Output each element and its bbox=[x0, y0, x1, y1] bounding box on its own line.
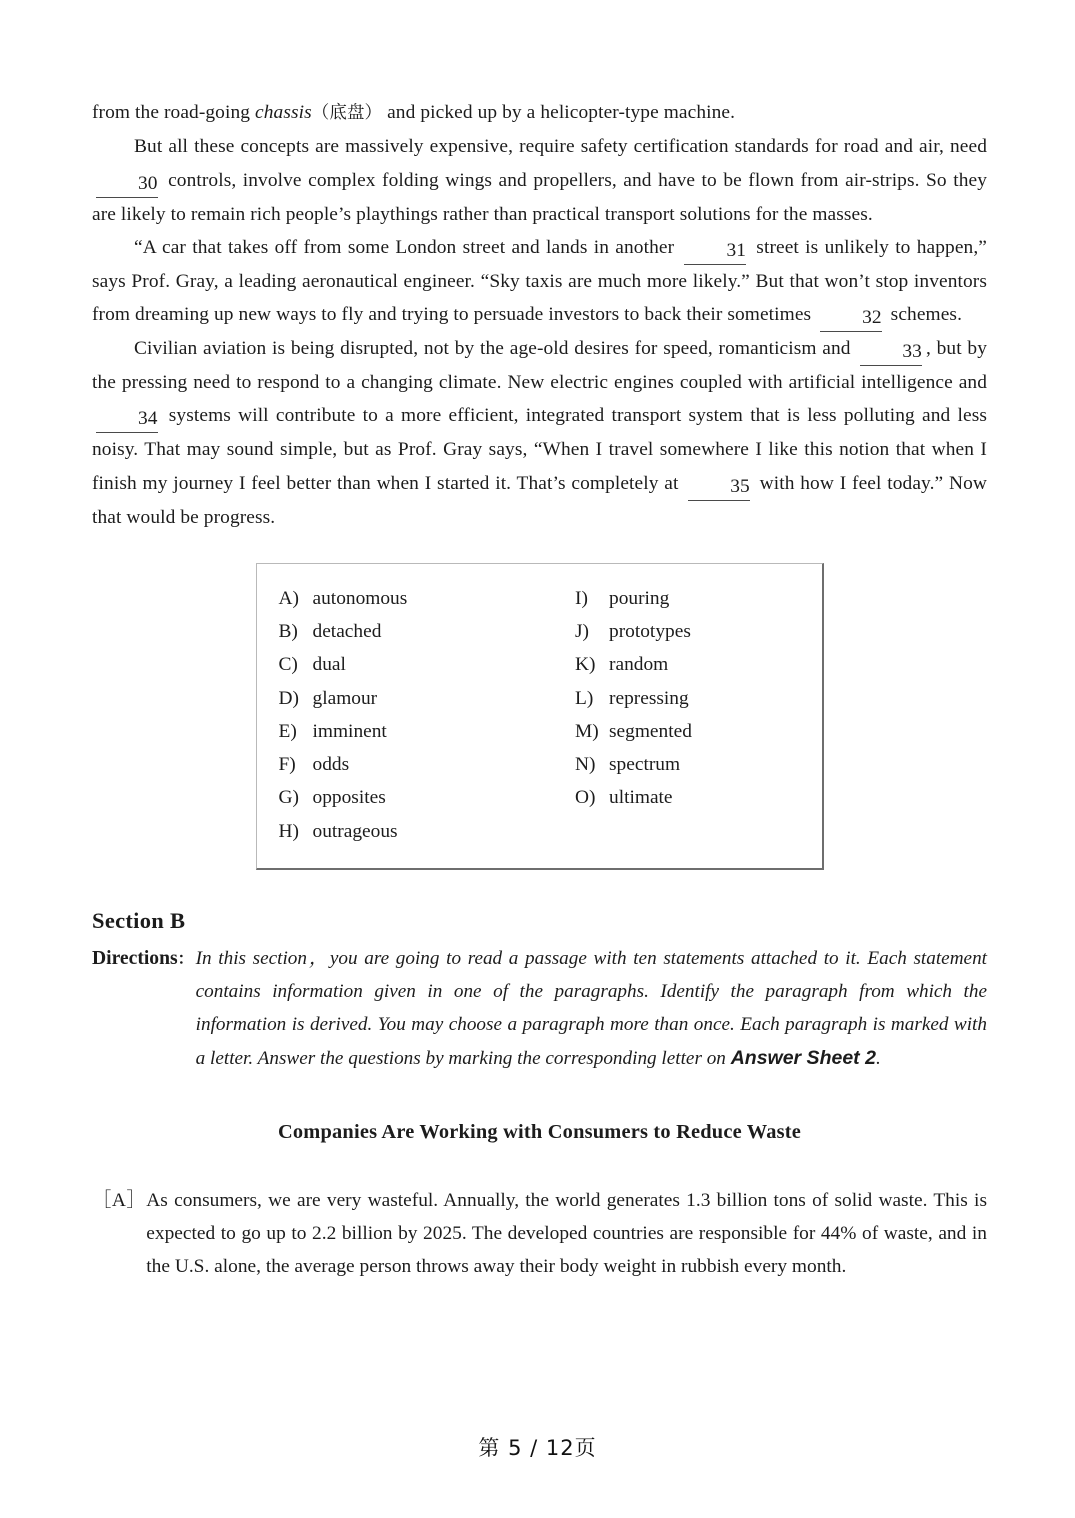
passage-paragraph-a bbox=[92, 1184, 987, 1284]
para4-text-b: , but by the pressing need to respond to a changing climate. New electric engines coupled with artificial intelligence and bbox=[92, 338, 988, 394]
option-letter-d: D) bbox=[278, 687, 299, 709]
cloze-paragraph-4 bbox=[92, 332, 987, 534]
option-word-f: odds bbox=[312, 754, 350, 776]
continuation-text-before: from the road-going bbox=[92, 102, 256, 123]
para2-text-b: controls, involve complex folding wings and propellers, and have to be flown from air-strips. So they are likely to remain rich people’s playthings rather than practical transport solutions for the masses. bbox=[92, 169, 987, 225]
blank-32[interactable]: 32 bbox=[820, 305, 882, 332]
option-word-m: segmented bbox=[609, 720, 692, 742]
option-letter-l: L) bbox=[575, 687, 594, 709]
word-bank-option-b[interactable] bbox=[279, 615, 540, 648]
cloze-paragraph-3 bbox=[92, 231, 987, 332]
blank-33[interactable]: 33 bbox=[860, 339, 922, 366]
para3-text-c: schemes. bbox=[885, 304, 963, 326]
word-bank-right-column bbox=[539, 582, 822, 848]
continuation-text-after: and picked up by a helicopter-type machine. bbox=[382, 102, 736, 123]
section-b-heading: Section B bbox=[92, 907, 186, 933]
cloze-paragraph-2 bbox=[92, 130, 987, 231]
directions-text bbox=[194, 942, 987, 1075]
option-word-n: spectrum bbox=[609, 754, 681, 776]
directions-label bbox=[92, 942, 194, 1075]
option-word-a: autonomous bbox=[312, 588, 408, 610]
option-letter-i: I) bbox=[575, 588, 588, 610]
paragraph-text-a: As consumers, we are very wasteful. Annually, the world generates 1.3 billion tons of solid waste. This is expected to go up to 2.2 billion by 2025. The developed countries are responsible for 44% of waste, and in the U.S. alone, the average person throws away their body weight in rubbish every month. bbox=[146, 1189, 987, 1278]
para4-text-a: Civilian aviation is being disrupted, not by the age-old desires for speed, romanticism and bbox=[134, 338, 857, 360]
answer-sheet-reference: Answer Sheet 2 bbox=[730, 1046, 876, 1069]
option-letter-g: G) bbox=[278, 787, 299, 809]
paragraph-marker-a: ［A］ bbox=[92, 1189, 147, 1211]
word-bank-option-f[interactable] bbox=[279, 748, 540, 781]
option-word-g: opposites bbox=[312, 787, 386, 809]
directions-label-text: Directions bbox=[92, 947, 178, 969]
option-letter-m: M) bbox=[575, 720, 599, 742]
blank-30[interactable]: 30 bbox=[96, 171, 158, 198]
option-word-l: repressing bbox=[609, 687, 689, 709]
word-bank-option-i[interactable] bbox=[575, 582, 822, 615]
word-bank-option-m[interactable] bbox=[575, 715, 822, 748]
blank-35[interactable]: 35 bbox=[688, 474, 750, 501]
word-bank-option-g[interactable] bbox=[279, 781, 540, 814]
option-letter-a: A) bbox=[278, 588, 299, 610]
option-letter-e: E) bbox=[278, 720, 297, 742]
option-word-j: prototypes bbox=[609, 621, 691, 643]
word-bank-option-e[interactable] bbox=[279, 715, 540, 748]
word-bank-option-h[interactable] bbox=[279, 815, 540, 848]
option-letter-o: O) bbox=[575, 787, 596, 809]
option-letter-b: B) bbox=[278, 621, 298, 643]
chassis-italic-word: chassis bbox=[255, 102, 312, 123]
word-bank-option-n[interactable] bbox=[575, 748, 822, 781]
word-bank-option-d[interactable] bbox=[279, 682, 540, 715]
page-number-label: 第 5 / 12页 bbox=[478, 1436, 597, 1460]
para4-text-c: systems will contribute to a more efficient, integrated transport system that is less polluting and less noisy. That may sound simple, but as Prof. Gray says, “When I travel somewhere I like this notion that when I finish my journey I feel better than when I started it. That’s completely at bbox=[92, 405, 987, 494]
option-word-d: glamour bbox=[312, 687, 378, 709]
directions-block bbox=[92, 942, 987, 1075]
option-word-b: detached bbox=[312, 621, 382, 643]
word-bank-box bbox=[256, 563, 824, 870]
word-bank-option-c[interactable] bbox=[279, 648, 540, 681]
option-word-e: imminent bbox=[312, 720, 387, 742]
passage-title: Companies Are Working with Consumers to Reduce Waste bbox=[277, 1120, 802, 1143]
option-letter-h: H) bbox=[278, 820, 299, 842]
page-footer bbox=[0, 1432, 1075, 1462]
passage-continuation-line bbox=[92, 96, 987, 130]
option-word-k: random bbox=[609, 654, 669, 676]
word-bank-option-j[interactable] bbox=[575, 615, 822, 648]
para3-text-a: “A car that takes off from some London street and lands in another bbox=[134, 236, 681, 258]
word-bank-left-column bbox=[257, 582, 540, 848]
directions-text-part1: In this section，you are going to read a passage with ten statements attached to it. Each statement contains information given in one of the paragraphs. Identify the paragraph from which the information is derived. You may choose a paragraph more than once. Each paragraph is marked with a letter. Answer the questions by marking the corresponding letter on bbox=[195, 947, 987, 1069]
word-bank-option-a[interactable] bbox=[279, 582, 540, 615]
option-word-o: ultimate bbox=[609, 787, 673, 809]
option-letter-n: N) bbox=[575, 754, 596, 776]
option-letter-f: F) bbox=[278, 754, 296, 776]
option-word-c: dual bbox=[312, 654, 346, 676]
directions-colon: ： bbox=[177, 948, 194, 968]
para2-text-a: But all these concepts are massively expensive, require safety certification standards for road and air, need bbox=[134, 136, 987, 158]
word-bank-option-l[interactable] bbox=[575, 682, 822, 715]
option-letter-j: J) bbox=[575, 621, 590, 643]
option-letter-c: C) bbox=[278, 654, 298, 676]
directions-text-part2: . bbox=[875, 1047, 881, 1069]
word-bank-option-o[interactable] bbox=[575, 781, 822, 814]
option-word-h: outrageous bbox=[312, 820, 398, 842]
chassis-chinese-gloss: （底盘） bbox=[311, 103, 383, 123]
option-word-i: pouring bbox=[609, 588, 670, 610]
para4-text-d: with how I feel today.” Now that would be progress. bbox=[92, 472, 988, 528]
word-bank-option-k[interactable] bbox=[575, 648, 822, 681]
para3-text-b: street is unlikely to happen,” says Prof. Gray, a leading aeronautical engineer. “Sky taxis are much more likely.” But that won’t stop inventors from dreaming up new ways to fly and trying to persuade investors to back their sometimes bbox=[92, 236, 988, 326]
option-letter-k: K) bbox=[575, 654, 596, 676]
blank-34[interactable]: 34 bbox=[96, 406, 158, 433]
blank-31[interactable]: 31 bbox=[684, 238, 746, 265]
